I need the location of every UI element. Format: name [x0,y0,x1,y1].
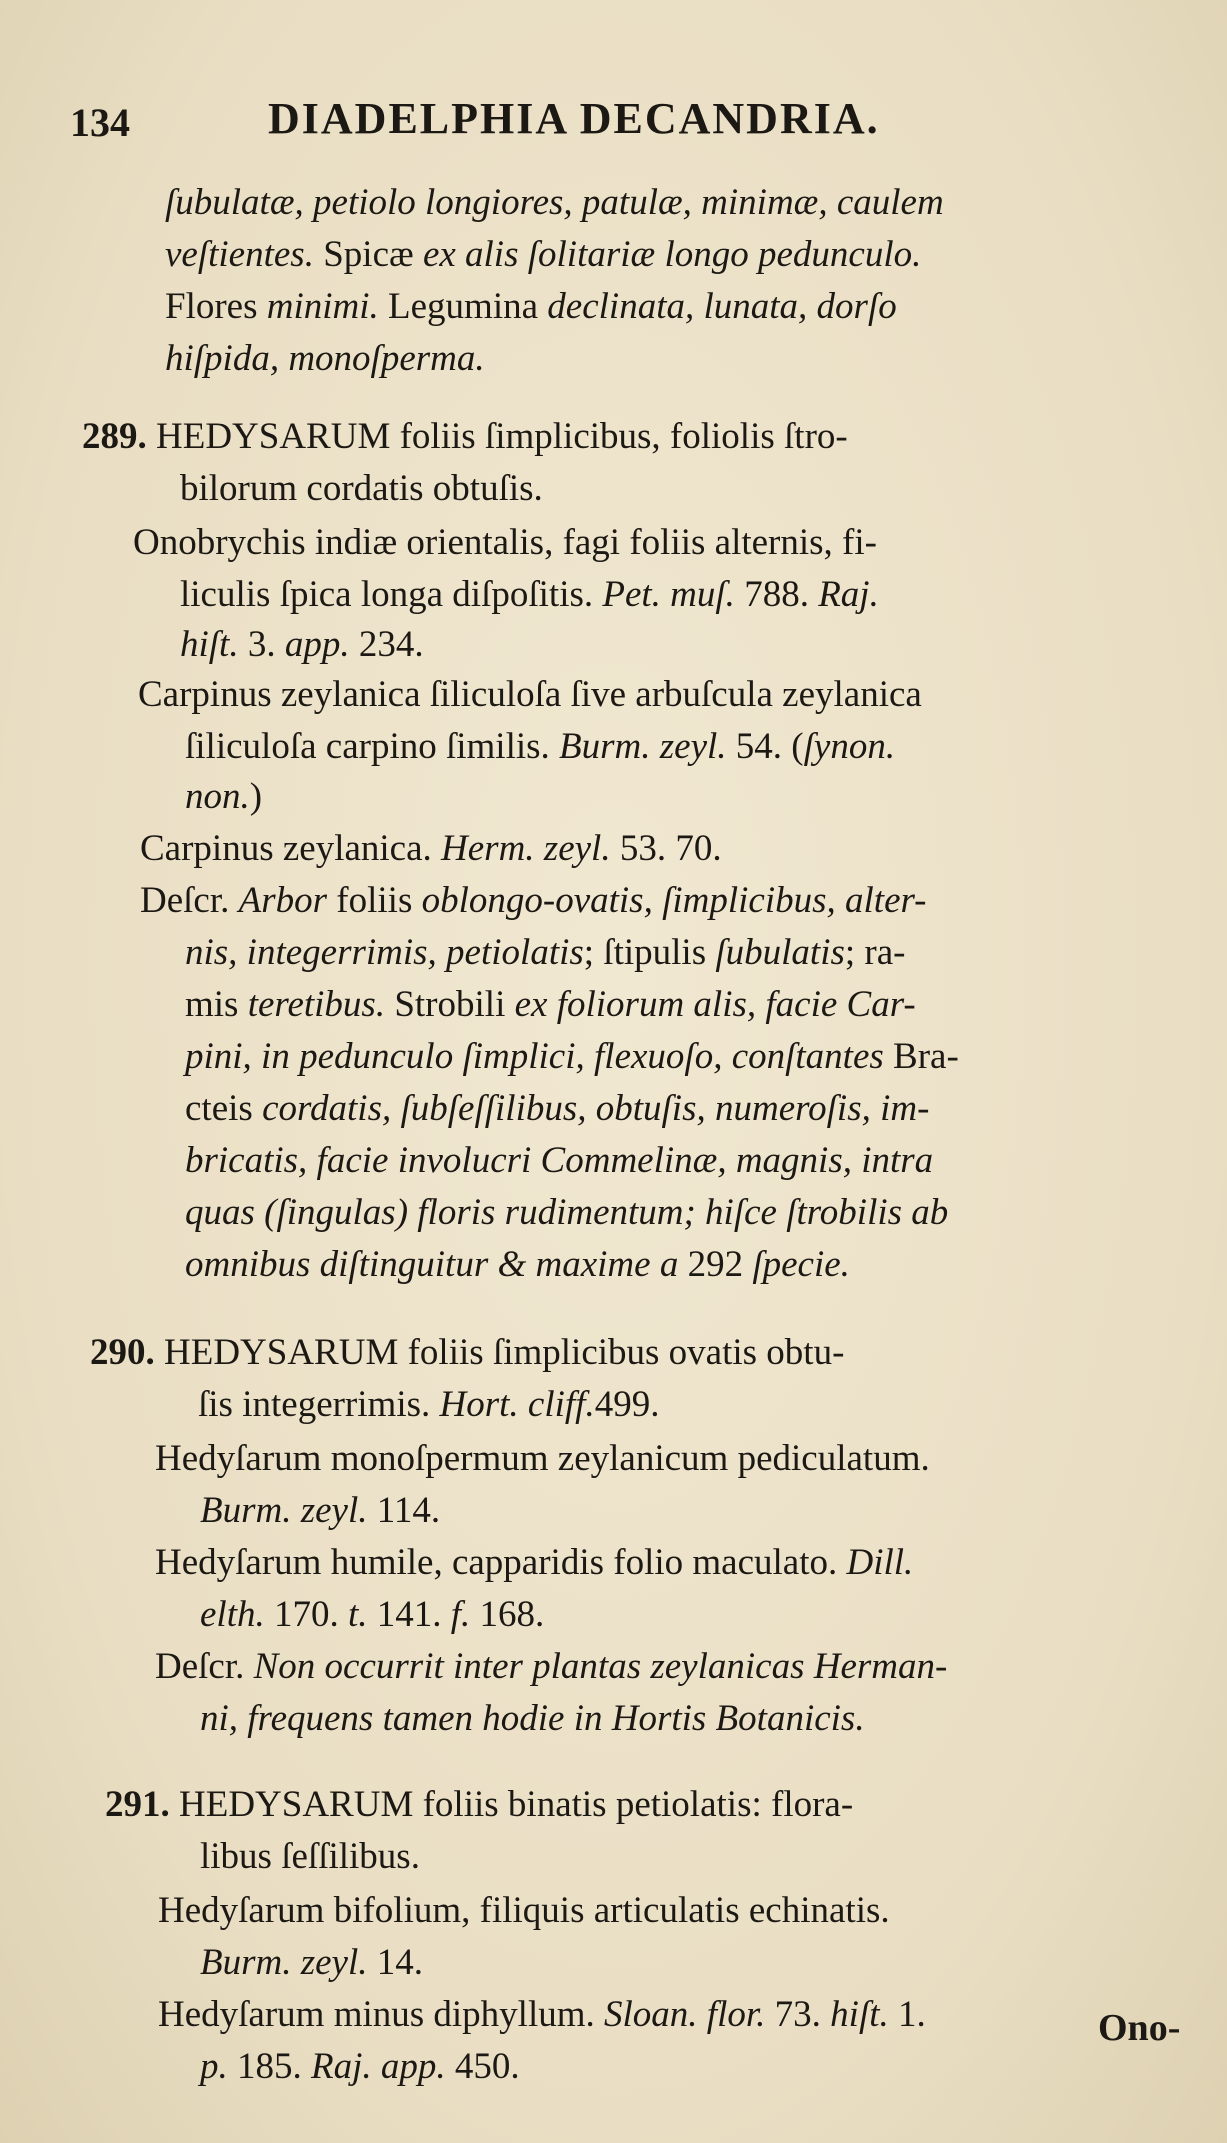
text-run: Raj. [818,574,879,615]
text-line [105,1782,853,1828]
text-line [185,930,906,976]
text-line [165,180,944,226]
text-run: Raj. app. [311,2046,446,2087]
text-run: Onobrychis indiæ orientalis, fagi foliis alternis, fi- [133,522,877,563]
text-run: hiſt. [180,624,239,665]
text-run: hiſt. [830,1994,889,2035]
text-run: ; ra- [844,932,906,973]
text-run: HEDYSARUM foliis binatis petiolatis: flora- [179,1784,854,1825]
text-run: nis, integerrimis, petiolatis [185,932,584,973]
text-run: Deſcr. [155,1646,254,1687]
text-run: Burm. zeyl. [559,726,727,767]
text-run: Strobili [385,984,515,1025]
text-run: HEDYSARUM foliis ſimplicibus, foliolis ſtro- [156,416,848,457]
text-run: Arbor [238,880,328,921]
text-run: HEDYSARUM foliis ſimplicibus ovatis obtu- [164,1332,845,1373]
text-run: ſis integerrimis. [198,1384,440,1425]
text-run: 292 [678,1244,753,1285]
entry-number: 291. [105,1784,179,1825]
text-run: quas (ſingulas) floris rudimentum; hiſce ſtrobilis ab [185,1192,949,1233]
text-run: ex alis ſolitariæ longo pedunculo. [422,234,922,275]
text-run: 168. [470,1594,545,1635]
text-line [165,284,897,330]
text-run: Hedyſarum monoſpermum zeylanicum pediculatum. [155,1438,930,1479]
text-run: 185. [227,2046,311,2087]
text-run: Flores [165,286,267,327]
text-run: Dill. [846,1542,914,1583]
text-line [200,1592,544,1638]
text-run: omnibus diſtinguitur & maxime a [185,1244,679,1285]
text-run: p. [200,2046,228,2087]
text-run: ni, frequens tamen hodie in Hortis Botanicis. [200,1698,865,1739]
text-run: liculis ſpica longa diſpoſitis. [180,574,603,615]
text-run: Bra- [883,1036,959,1077]
text-run: Spicæ [323,234,423,275]
text-run: ; ſtipulis [583,932,716,973]
text-line [185,1190,948,1236]
text-line [200,1834,420,1880]
text-line [185,774,262,820]
text-line [180,466,543,512]
entry-number: 290. [90,1332,164,1373]
text-run: elth. [200,1594,265,1635]
text-run: Hort. cliff. [439,1384,595,1425]
text-run: oblongo-ovatis, ſimplicibus, alter- [421,880,927,921]
text-run: Legumina [388,286,548,327]
text-run: Burm. zeyl. [200,1942,368,1983]
text-run: 54. ( [726,726,804,767]
text-run: 3. [238,624,285,665]
text-run: t. [347,1594,368,1635]
text-run: pini, in pedunculo ſimplici, flexuoſo, conſtantes [185,1036,884,1077]
text-run: 114. [367,1490,441,1531]
text-run: app. [284,624,350,665]
catchword: Ono- [1098,2007,1181,2049]
text-run: hiſpida, monoſperma. [165,338,485,379]
text-run: 234. [349,624,424,665]
text-run: Hedyſarum bifolium, filiquis articulatis echinatis. [158,1890,890,1931]
page-number: 134 [70,100,130,145]
text-run: 1. [888,1994,926,2035]
text-line [180,572,879,618]
text-run: Carpinus zeylanica. [140,828,442,869]
text-line [200,1488,440,1534]
text-run: 170. [264,1594,348,1635]
text-line [200,2044,520,2090]
text-run: 788. [734,574,819,615]
text-run: Deſcr. [140,880,239,921]
text-line [198,1382,659,1428]
text-run: bilorum cordatis obtuſis. [180,468,543,509]
text-line [140,878,926,924]
text-run: Burm. zeyl. [200,1490,368,1531]
text-run: ex foliorum alis, facie Car- [514,984,916,1025]
text-run: veſtientes. [165,234,324,275]
text-line [165,232,921,278]
text-run: libus ſeſſilibus. [200,1836,420,1877]
text-run: 499. [594,1384,660,1425]
running-title: DIADELPHIA DECANDRIA. [268,94,880,143]
text-line [155,1644,947,1690]
text-line [158,1992,926,2038]
text-line [165,336,485,382]
text-run: mis [185,984,248,1025]
text-run: ) [249,776,263,817]
text-run: Hedyſarum minus diphyllum. [158,1994,605,2035]
text-line [155,1436,930,1482]
text-line [133,520,877,566]
text-line [140,826,722,872]
text-line [82,414,848,460]
text-run: foliis [327,880,422,921]
text-line [200,1940,423,1986]
text-run: 14. [367,1942,423,1983]
text-line [185,724,895,770]
entry-number: 289. [82,416,156,457]
text-run: bricatis, facie involucri Commelinæ, magnis, intra [185,1140,934,1181]
text-run: cteis [185,1088,263,1129]
text-line [158,1888,890,1934]
text-run: Carpinus zeylanica ſiliculoſa ſive arbuſcula zeylanica [138,674,922,715]
text-run: 73. [765,1994,831,2035]
text-line [180,622,424,668]
text-run: f. [450,1594,471,1635]
text-run: minimi. [266,286,389,327]
text-run: ſubulatæ, petiolo longiores, patulæ, minimæ, caulem [165,182,944,223]
text-line [185,1086,929,1132]
text-run: cordatis, ſubſeſſilibus, obtuſis, numeroſis, im- [262,1088,930,1129]
text-run: non. [185,776,250,817]
text-line [185,1242,850,1288]
text-run: declinata, lunata, dorſo [547,286,897,327]
text-run: 450. [445,2046,520,2087]
text-line [185,1034,959,1080]
text-line [185,982,916,1028]
text-run: ſubulatis [715,932,845,973]
text-run: ſiliculoſa carpino ſimilis. [185,726,560,767]
text-run: ſpecie. [752,1244,850,1285]
text-run: Non occurrit inter plantas zeylanicas Herman- [253,1646,948,1687]
text-line [200,1696,865,1742]
text-run: Hedyſarum humile, capparidis folio maculato. [155,1542,847,1583]
text-line [90,1330,844,1376]
text-run: Sloan. flor. [604,1994,766,2035]
text-line [185,1138,933,1184]
text-run: teretibus. [247,984,386,1025]
text-line [138,672,922,718]
text-run: 53. 70. [610,828,722,869]
text-run: Herm. zeyl. [441,828,611,869]
text-run: Pet. muſ. [602,574,735,615]
text-run: 141. [367,1594,451,1635]
text-line [155,1540,913,1586]
text-run: ſynon. [803,726,896,767]
